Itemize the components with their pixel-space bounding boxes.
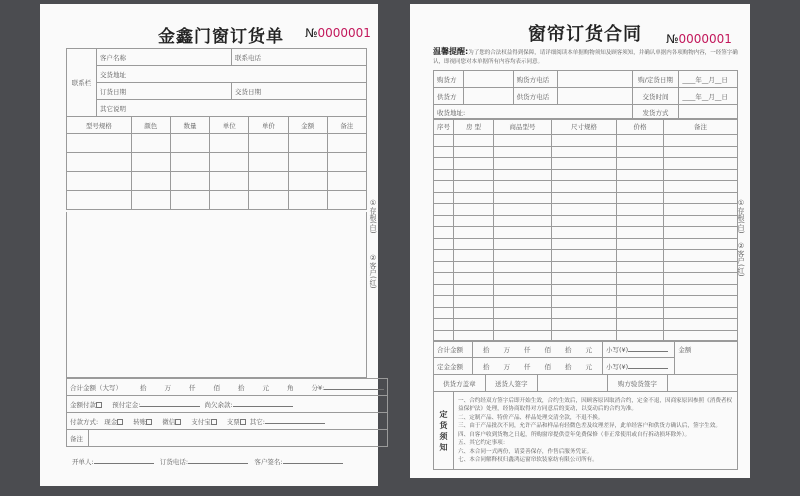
note-item: 六、本合同一式两份，请妥善保存，作售后服务凭证。	[458, 448, 593, 455]
contact-label: 联系栏	[67, 49, 97, 117]
unit-label: 万	[503, 345, 510, 354]
items-table	[66, 116, 367, 210]
form-title: 金鑫门窗订货单	[158, 27, 284, 47]
order-notes: 定货须知 一、合约经双方签字后即开始生效，合约生效后，因顾客原因取消合约，定金不退，因商家原因参照《消费者权益保护法》处理，经协商取得对方同意后的变动，以变动后的合约为准。 二、定制产品、特价产品、样品处理交清全款，不退不换。 三、由于产品批次不同，允许产品和样品有轻微色差及纹理差异，此单经客户和供货方确认后，签字生效。 四、自客户收到货物之日起，所购窗帘提供壹年免费保修（非正常使用或自行拆动损坏除外）。 五、其它约定事项： 六、本合同一式两份，请妥善保存，作售后服务凭证。 七、本合同解释权归鑫鸿运窗帘软装家纺有限公司所有。	[433, 391, 738, 470]
checkbox[interactable]	[211, 419, 217, 425]
unit-label: 拾	[482, 345, 490, 354]
table-row	[434, 146, 738, 158]
table-row	[434, 192, 738, 204]
signature-table: 供货方盖章 送货人签字 购方验货签字	[433, 374, 738, 392]
column-header: 价格	[617, 119, 664, 135]
note-item: 二、定制产品、特价产品、样品处理交清全款，不退不换。	[458, 414, 604, 421]
unit-label: 佰	[213, 383, 220, 392]
table-row	[434, 296, 738, 308]
column-header: 单位	[210, 117, 249, 134]
order-date-field[interactable]: 订货日期	[97, 83, 232, 100]
table-row	[434, 273, 738, 285]
unit-label: 仟	[523, 362, 531, 371]
table-row	[67, 172, 367, 191]
phone-field[interactable]: 联系电话	[232, 49, 367, 66]
delivery-date-field[interactable]: 交货日期	[232, 83, 367, 100]
unit-label: 万	[164, 383, 171, 392]
copy-label-customer: ②客户(红)	[369, 254, 377, 289]
unit-label: 拾	[564, 345, 572, 354]
reminder-text: 温馨提醒:为了您的合法权益得到保障，请详细阅读本单据购物须知及顾客须知，并确认单据内各项购物内容，一经签字确认，即视同您对本单据所有内容均表示同意。	[433, 47, 738, 65]
form-title: 窗帘订货合同	[528, 24, 642, 45]
unit-label: 拾	[564, 362, 572, 371]
column-header: 型号规格	[67, 117, 132, 134]
table-row	[67, 153, 367, 172]
table-row	[434, 135, 738, 147]
column-header: 尺寸规格	[552, 119, 617, 135]
column-header: 单价	[249, 117, 288, 134]
table-row	[434, 215, 738, 227]
checkbox[interactable]	[175, 419, 181, 425]
payment-row[interactable]: 金额付款 预付定金: 尚欠余款:	[67, 396, 388, 413]
unit-label: 仟	[523, 345, 531, 354]
order-form-doors-windows	[40, 4, 378, 486]
table-row	[434, 227, 738, 239]
note-item: 四、自客户收到货物之日起，所购窗帘提供壹年免费保修（非正常使用或自行拆动损坏除外）。	[458, 431, 691, 438]
items-table	[433, 118, 738, 342]
unit-label: 万	[503, 362, 510, 371]
other-notes-field[interactable]: 其它说明	[97, 100, 367, 117]
column-header: 金额	[288, 117, 327, 134]
note-item: 三、由于产品批次不同，允许产品和样品有轻微色差及纹理差异，此单经客户和供货方确认后，签字生效。	[458, 423, 721, 429]
contact-table	[66, 48, 367, 117]
note-item: 五、其它约定事项：	[458, 440, 509, 446]
table-row	[434, 284, 738, 296]
table-row	[434, 204, 738, 216]
table-row	[434, 238, 738, 250]
unit-label: 元	[585, 345, 592, 354]
customer-name-field[interactable]: 客户名称	[97, 49, 232, 66]
table-row	[434, 319, 738, 331]
unit-label: 拾	[140, 383, 147, 392]
unit-label: 元	[262, 383, 269, 392]
column-header: 序号	[434, 119, 454, 135]
payment-method-row[interactable]: 付款方式: 现金 转账 微信 支付宝 支票 其它:	[67, 413, 388, 430]
totals-table: 合计金额 拾 万 仟 佰 拾 元 小写(¥) 金额 定金金额 拾 万 仟 佰 拾 元 小写(¥)	[433, 340, 738, 375]
unit-label: 佰	[544, 362, 551, 371]
remark-label: 备注	[67, 430, 89, 447]
items-blank-area	[66, 212, 367, 378]
copy-label-stub: ①存根(白)	[737, 199, 745, 234]
checkbox[interactable]	[146, 419, 152, 425]
totals-table	[66, 378, 388, 447]
unit-label: 分¥:	[311, 383, 325, 392]
column-header: 商品型号	[494, 119, 552, 135]
delivery-date-field[interactable]: ____年__月__日	[679, 88, 738, 105]
unit-label: 拾	[238, 383, 245, 392]
unit-label: 元	[585, 362, 592, 371]
table-row	[434, 261, 738, 273]
column-header: 颜色	[131, 117, 170, 134]
note-item: 七、本合同解释权归鑫鸿运窗帘软装家纺有限公司所有。	[458, 457, 598, 463]
form-number: №0000001	[666, 32, 732, 46]
curtain-order-contract	[410, 4, 750, 478]
unit-label: 角	[287, 383, 294, 392]
column-header: 数量	[170, 117, 209, 134]
footer-signatures: 开单人: 订货电话: 客户签名:	[72, 457, 343, 466]
table-row	[434, 250, 738, 262]
parties-table: 购货方 购货方电话 购/定货日期 ____年__月__日 供货方 供货方电话 交货时间 ____年__月__日 收货地址: 发货方式	[433, 70, 738, 120]
checkbox[interactable]	[240, 419, 246, 425]
form-number: №0000001	[305, 26, 371, 40]
total-amount-row[interactable]: 合计金额（大写） 拾 万 仟 佰 拾 元 角 分¥:	[67, 379, 388, 396]
order-date-field[interactable]: ____年__月__日	[679, 71, 738, 88]
unit-label: 仟	[189, 383, 196, 392]
table-row	[434, 169, 738, 181]
address-field[interactable]: 交货地址	[97, 66, 367, 83]
column-header: 备注	[327, 117, 366, 134]
note-item: 一、合约经双方签字后即开始生效，合约生效后，因顾客原因取消合约，定金不退，因商家原因参照《消费者权益保护法》处理，经协商取得对方同意后的变动，以变动后的合约为准。	[458, 397, 733, 412]
table-row	[67, 134, 367, 153]
table-row	[434, 181, 738, 193]
copy-label-stub: ①存根(白)	[369, 199, 377, 234]
checkbox[interactable]	[96, 402, 102, 408]
column-header: 备注	[664, 119, 738, 135]
checkbox[interactable]	[117, 419, 123, 425]
remark-field[interactable]	[89, 430, 388, 447]
table-row	[67, 191, 367, 210]
address-field[interactable]: 收货地址:	[434, 105, 633, 120]
table-row	[434, 158, 738, 170]
unit-label: 拾	[482, 362, 490, 371]
table-row	[434, 307, 738, 319]
unit-label: 佰	[544, 345, 551, 354]
copy-label-customer: ②客户(红)	[737, 242, 745, 277]
column-header: 房 型	[454, 119, 494, 135]
